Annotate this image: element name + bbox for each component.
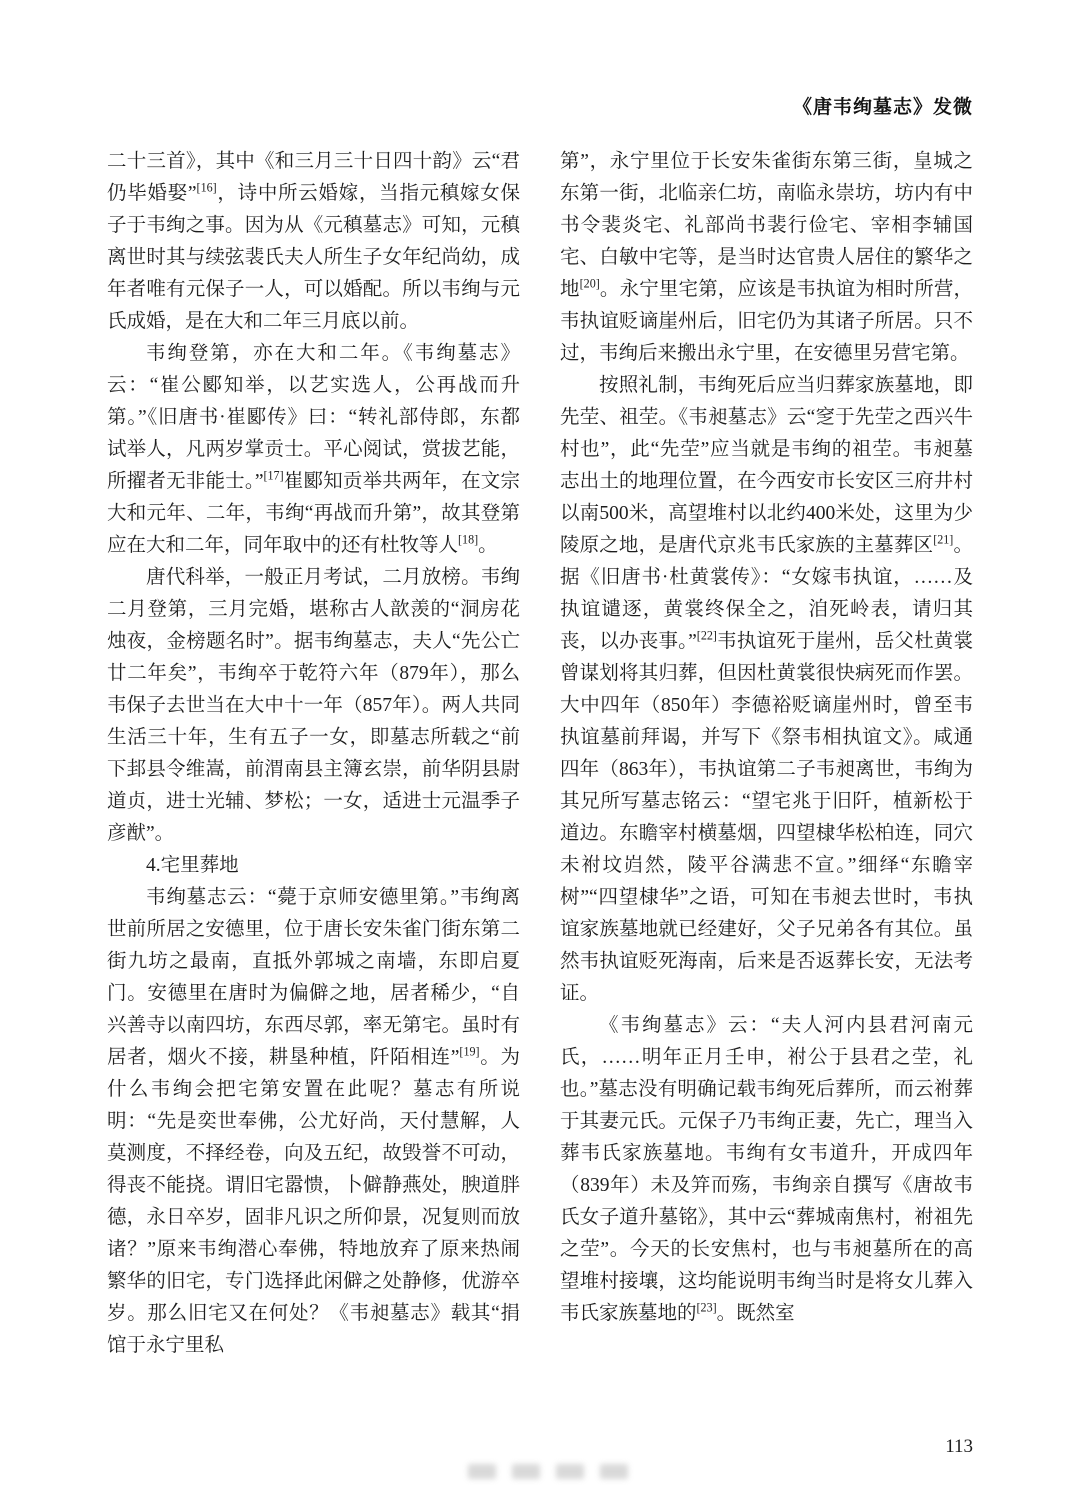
right-column [560, 146, 973, 1362]
section-heading: 4.宅里葬地 [146, 855, 239, 876]
page-number: 113 [945, 1436, 973, 1457]
left-column [107, 146, 520, 1362]
paragraph: 《韦绚墓志》云：“夫人河内县君河南元氏，……明年正月壬申，祔公于县君之茔，礼也。”墓志没有明确记载韦绚死后葬所，而云祔葬于其妻元氏。元保子乃韦绚正妻，先亡，理当入葬韦氏家族墓地。韦绚有女韦道升，开成四年（839年）未及笄而殇，韦绚亲自撰写《唐故韦氏女子道升墓铭》，其中云“葬城南焦村，祔祖先之茔”。今天的长安焦村，也与韦昶墓所在的高望堆村接壤，这均能说明韦绚当时是将女儿葬入韦氏家族墓地的[23]。既然室 [560, 1015, 973, 1324]
paragraph: 韦绚登第，亦在大和二年。《韦绚墓志》云：“崔公郾知举，以艺实选人，公再战而升第。”《旧唐书·崔郾传》曰：“转礼部侍郎，东都试举人，凡两岁掌贡士。平心阅试，赏拔艺能，所擢者无非能士。”[17]崔郾知贡举共两年，在文宗大和元年、二年，韦绚“再战而升第”，故其登第应在大和二年，同年取中的还有杜牧等人[18]。 [107, 343, 520, 556]
paragraph: 唐代科举，一般正月考试，二月放榜。韦绚二月登第，三月完婚，堪称古人歆羡的“洞房花烛夜，金榜题名时”。据韦绚墓志，夫人“先公亡廿二年矣”，韦绚卒于乾符六年（879年），那么韦保子去世当在大中十一年（857年）。两人共同生活三十年，生有五子一女，即墓志所载之“前下邽县令维嵩，前渭南县主簿玄崇，前华阴县尉道贞，进士光辅、梦松；一女，适进士元温季子彦猷”。 [107, 567, 520, 844]
paragraph: 按照礼制，韦绚死后应当归葬家族墓地，即先茔、祖茔。《韦昶墓志》云“窆于先茔之西兴牛村也”，此“先茔”应当就是韦绚的祖茔。韦昶墓志出土的地理位置，在今西安市长安区三府井村以南500米，高望堆村以北约400米处，这里为少陵原之地，是唐代京兆韦氏家族的主墓葬区[21]。据《旧唐书·杜黄裳传》：“女嫁韦执谊，……及执谊谴逐，黄裳终保全之，洎死岭表，请归其丧，以办丧事。”[22]韦执谊死于崖州，岳父杜黄裳曾谋划将其归葬，但因杜黄裳很快病死而作罢。大中四年（850年）李德裕贬谪崖州时，曾至韦执谊墓前拜谒，并写下《祭韦相执谊文》。咸通四年（863年），韦执谊第二子韦昶离世，韦绚为其兄所写墓志铭云：“望宅兆于旧阡，植新松于道边。东瞻宰村横墓烟，四望棣华松柏连，同穴未祔坟岿然，陵平谷满悲不宣。”细绎“东瞻宰树”“四望棣华”之语，可知在韦昶去世时，韦执谊家族墓地就已经建好，父子兄弟各有其位。虽然韦执谊贬死海南，后来是否返葬长安，无法考证。 [560, 375, 973, 1004]
paragraph: 二十三首》，其中《和三月三十日四十韵》云“君仍毕婚娶”[16]，诗中所云婚嫁，当指元稹嫁女保子于韦绚之事。因为从《元稹墓志》可知，元稹离世时其与续弦裴氏夫人所生子女年纪尚幼，成年者唯有元保子一人，可以婚配。所以韦绚与元氏成婚，是在大和二年三月底以前。 [107, 151, 520, 332]
watermark-smudge [468, 1464, 628, 1479]
running-header: 《唐韦绚墓志》发微 [792, 97, 973, 118]
paragraph: 第”，永宁里位于长安朱雀街东第三街，皇城之东第一街，北临亲仁坊，南临永崇坊，坊内有中书令裴炎宅、礼部尚书裴行俭宅、宰相李辅国宅、白敏中宅等，是当时达官贵人居住的繁华之地[20]。永宁里宅第，应该是韦执谊为相时所营，韦执谊贬谪崖州后，旧宅仍为其诸子所居。只不过，韦绚后来搬出永宁里，在安德里另营宅第。 [560, 151, 973, 364]
paragraph: 韦绚墓志云：“薨于京师安德里第。”韦绚离世前所居之安德里，位于唐长安朱雀门街东第二街九坊之最南，直抵外郭城之南墙，东即启夏门。安德里在唐时为偏僻之地，居者稀少，“自兴善寺以南四坊，东西尽郭，率无第宅。虽时有居者，烟火不接，耕垦种植，阡陌相连”[19]。为什么韦绚会把宅第安置在此呢？墓志有所说明：“先是奕世奉佛，公尤好尚，天付慧解，人莫测度，不择经卷，向及五纪，故毁誉不可动，得丧不能挠。谓旧宅嚣愦，卜僻静燕处，腴道胖德，永日卒岁，固非凡识之所仰景，况复则而放诸？”原来韦绚潜心奉佛，特地放弃了原来热闹繁华的旧宅，专门选择此闲僻之处静修，优游卒岁。那么旧宅又在何处？《韦昶墓志》载其“捐馆于永宁里私 [107, 887, 520, 1356]
two-column-content [107, 146, 973, 1362]
